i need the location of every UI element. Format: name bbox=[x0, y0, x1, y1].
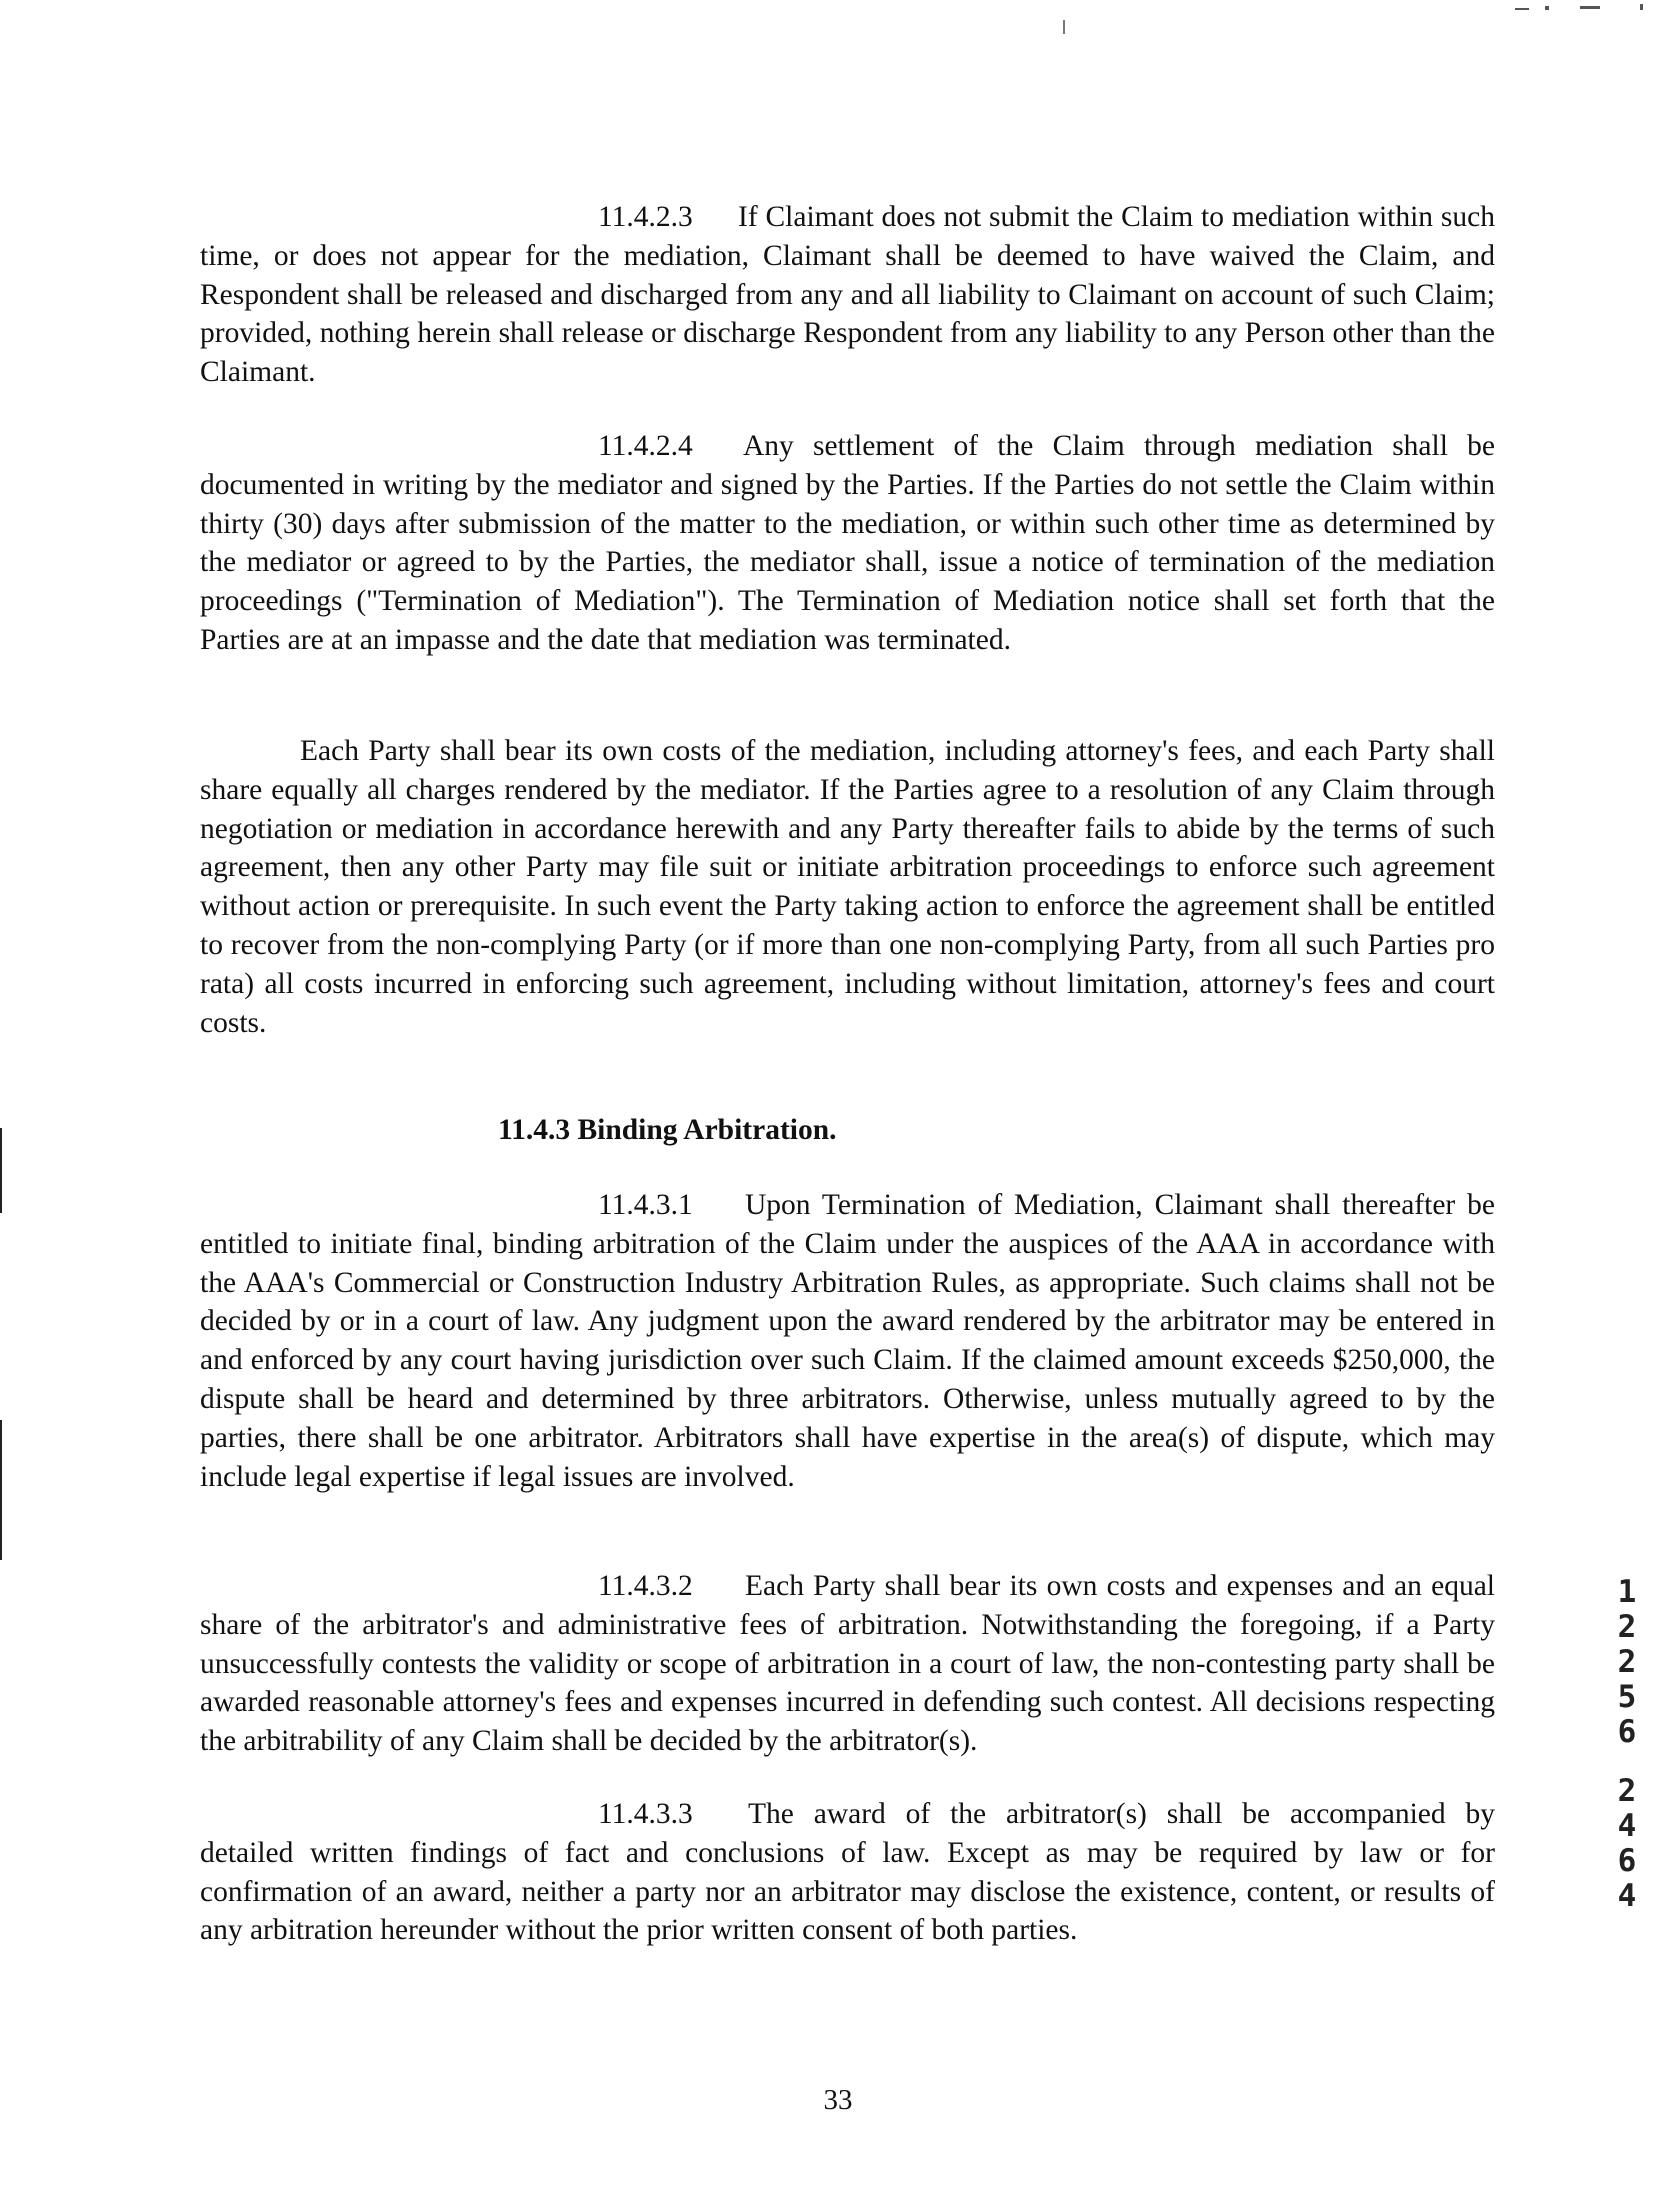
mediation-costs-paragraph bbox=[200, 732, 1495, 1042]
stamp-digit: 2 bbox=[1617, 1773, 1637, 1809]
section-11-4-2-4 bbox=[200, 427, 1495, 660]
document-stamp-number-lower bbox=[1612, 1774, 1642, 1914]
stamp-digit: 6 bbox=[1617, 1843, 1637, 1879]
scan-artifact-line bbox=[1515, 8, 1529, 10]
section-text: The award of the arbitrator(s) shall be accompanied by detailed written findings of fact and conclusions of law. Except as may be required by law or for confirmation of an award, neither a party nor an arbitrator may disclose the existence, content, or results of any arbitration hereunder without the prior written consent of both parties. bbox=[200, 1798, 1495, 1947]
section-number: 11.4.3.1 bbox=[598, 1189, 693, 1221]
section-11-4-3-3 bbox=[200, 1795, 1495, 1950]
page-number: 33 bbox=[823, 2084, 853, 2116]
scan-artifact-line bbox=[0, 1420, 2, 1560]
stamp-digit: 1 bbox=[1617, 1574, 1637, 1610]
scan-artifact-dot bbox=[1640, 4, 1643, 10]
section-number: 11.4.3.2 bbox=[598, 1570, 693, 1602]
paragraph-text: Each Party shall bear its own costs of the mediation, including attorney's fees, and each Party shall share equally all charges rendered by the mediator. If the Parties agree to a resolution of any Claim through negotiation or mediation in accordance herewith and any Party thereafter fails to abide by the terms of such agreement, then any other Party may file suit or initiate arbitration proceedings to enforce such agreement without action or prerequisite. In such event the Party taking action to enforce the agreement shall be entitled to recover from the non-complying Party (or if more than one non-complying Party, from all such Parties pro rata) all costs incurred in enforcing such agreement, including without limitation, attorney's fees and court costs. bbox=[200, 735, 1495, 1039]
section-text: If Claimant does not submit the Claim to mediation within such time, or does not appear for the mediation, Claimant shall be deemed to have waived the Claim, and Respondent shall be released and discharged from any and all liability to Claimant on account of such Claim; provided, nothing herein shall release or discharge Respondent from any liability to any Person other than the Claimant. bbox=[200, 201, 1495, 389]
stamp-digit: 5 bbox=[1617, 1679, 1637, 1715]
section-number: 11.4.3.3 bbox=[598, 1798, 693, 1830]
binding-arbitration-heading: 11.4.3 Binding Arbitration. bbox=[498, 1114, 837, 1146]
section-11-4-3-1 bbox=[200, 1186, 1495, 1496]
scan-artifact-dot bbox=[1545, 6, 1549, 10]
section-text: Upon Termination of Mediation, Claimant shall thereafter be entitled to initiate final, binding arbitration of the Claim under the auspices of the AAA in accordance with the AAA's Commercial or Construction Industry Arbitration Rules, as appropriate. Such claims shall not be decided by or in a court of law. Any judgment upon the award rendered by the arbitrator may be entered in and enforced by any court having jurisdiction over such Claim. If the claimed amount exceeds $250,000, the dispute shall be heard and determined by three arbitrators. Otherwise, unless mutually agreed to by the parties, there shall be one arbitrator. Arbitrators shall have expertise in the area(s) of dispute, which may include legal expertise if legal issues are involved. bbox=[200, 1189, 1495, 1493]
document-stamp-number-upper bbox=[1612, 1575, 1642, 1750]
section-number: 11.4.2.4 bbox=[598, 430, 693, 462]
section-11-4-3-2 bbox=[200, 1567, 1495, 1761]
stamp-digit: 6 bbox=[1617, 1714, 1637, 1750]
section-11-4-2-3 bbox=[200, 198, 1495, 392]
stamp-digit: 2 bbox=[1617, 1644, 1637, 1680]
section-text: Any settlement of the Claim through mediation shall be documented in writing by the mediator and signed by the Parties. If the Parties do not settle the Claim within thirty (30) days after submission of the matter to the mediation, or within such other time as determined by the mediator or agreed to by the Parties, the mediator shall, issue a notice of termination of the mediation proceedings ("Termination of Mediation"). The Termination of Mediation notice shall set forth that the Parties are at an impasse and the date that mediation was terminated. bbox=[200, 430, 1495, 656]
stamp-digit: 2 bbox=[1617, 1609, 1637, 1645]
stamp-digit: 4 bbox=[1617, 1878, 1637, 1914]
scan-artifact-line bbox=[1063, 20, 1065, 34]
scan-artifact-line bbox=[0, 1128, 2, 1213]
scan-artifact-line bbox=[1580, 6, 1600, 9]
stamp-digit: 4 bbox=[1617, 1808, 1637, 1844]
section-text: Each Party shall bear its own costs and expenses and an equal share of the arbitrator's and administrative fees of arbitration. Notwithstanding the foregoing, if a Party unsuccessfully contests the validity or scope of arbitration in a court of law, the non-contesting party shall be awarded reasonable attorney's fees and expenses incurred in defending such contest. All decisions respecting the arbitrability of any Claim shall be decided by the arbitrator(s). bbox=[200, 1570, 1495, 1758]
section-number: 11.4.2.3 bbox=[598, 201, 693, 233]
